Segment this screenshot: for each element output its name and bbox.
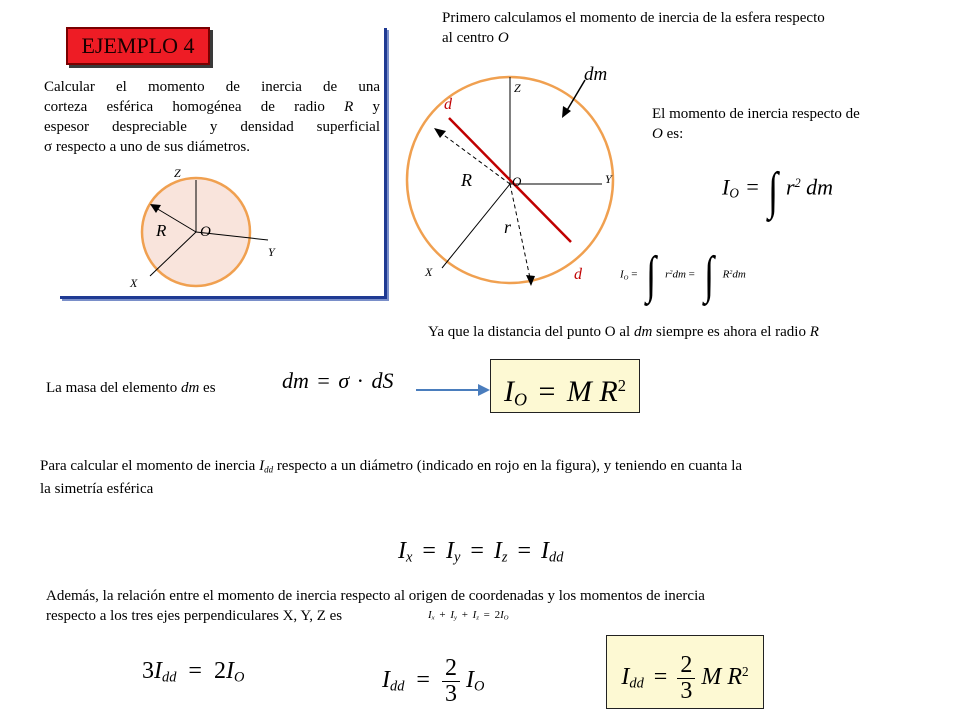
para-line-2: la simetría esférica [40,481,154,498]
example-title-badge [66,27,210,65]
moment-paragraph [652,104,932,144]
small-label-x: X [130,276,138,290]
formula-idd-frac: $I_{dd}$ = $\frac{2}{3}$ $I_O$ [382,654,485,707]
big-label-y: Y [605,172,612,186]
formula-3idd: $3I_{dd} = 2I_O$ [142,658,245,686]
result-arrow [414,382,492,398]
intro-line-2: corteza esférica homogénea de radio R y [44,99,380,115]
distance-text: Ya que la distancia del punto O al dm siempre es ahora el radio R [428,324,819,340]
big-label-x: X [425,265,433,279]
final-fraction: $\frac{2}{3}$ [677,653,695,704]
intro-line-3: espesor despreciable y densidad superficial [44,119,380,135]
formula-io-mr2-box: $I_O = M$ $R^2$ [490,359,640,413]
big-label-r-upper: R [461,170,472,190]
big-sphere-figure [400,60,650,305]
big-label-o: O [512,174,522,189]
intro-line-1: Calcular el momento de inercia de una [44,79,380,95]
example-title: EJEMPLO 4 [81,33,195,58]
big-label-d-top: d [444,96,452,113]
small-label-r: R [156,221,167,240]
dm-arrowhead [562,106,571,118]
formula-ixyz: $I_x = I_y = I_z = I_{dd}$ [398,538,564,566]
radius-dashed-line [441,133,510,184]
small-label-o: O [200,224,211,240]
moment-line-1: El momento de inercia respecto de [652,106,860,122]
big-label-r-lower: r [504,217,512,237]
small-integral-sign-1: ∫ [646,246,657,304]
intro-line-4: σ respecto a uno de sus diámetros. [44,139,250,155]
para-paragraph [40,456,920,499]
fraction-two-thirds: $\frac{2}{3}$ [442,656,460,707]
big-label-d-bottom: d [574,266,582,283]
formula-sum-small: $I_x + I_y + I_z = 2I_O$ [428,609,509,622]
small-label-y: Y [268,245,275,259]
formula-io-small: $I_O$ = ∫ $r^2dm$ = ∫ $R^2dm$ [620,246,746,304]
formula-idd-final-box: $I_{dd}$ = $\frac{2}{3}$ M $R^2$ [606,635,764,709]
intro-paragraph [44,77,380,157]
formula-dm: dm = σ · dS [282,368,394,393]
header-line-2: al centro O [442,30,509,46]
para-line-1: Para calcular el momento de inercia $I_{dd}$ respecto a un diámetro (indicado en rojo en la figura), y teniendo en cuanta la [40,458,743,475]
header-line-1: Primero calculamos el momento de inercia de la esfera respecto [442,10,825,26]
ademas-line-2: respecto a los tres ejes perpendiculares X, Y, Z es [46,608,343,624]
big-label-dm: dm [584,64,608,85]
ademas-line-1: Además, la relación entre el momento de inercia respecto al origen de coordenadas y los momentos de inercia [46,588,705,604]
big-label-z: Z [514,81,521,95]
big-x-axis [442,184,510,268]
moment-line-2: O es: [652,126,684,142]
radius-arrowhead [434,128,446,138]
small-sphere-figure [110,160,290,295]
mass-text: La masa del elemento dm es [46,380,216,396]
small-integral-sign-2: ∫ [703,246,714,304]
formula-io-integral: $I_O$ = ∫ $r^2$ dm [722,163,834,221]
header-paragraph [442,8,952,48]
integral-sign: ∫ [768,163,779,221]
small-label-z: Z [174,166,181,180]
